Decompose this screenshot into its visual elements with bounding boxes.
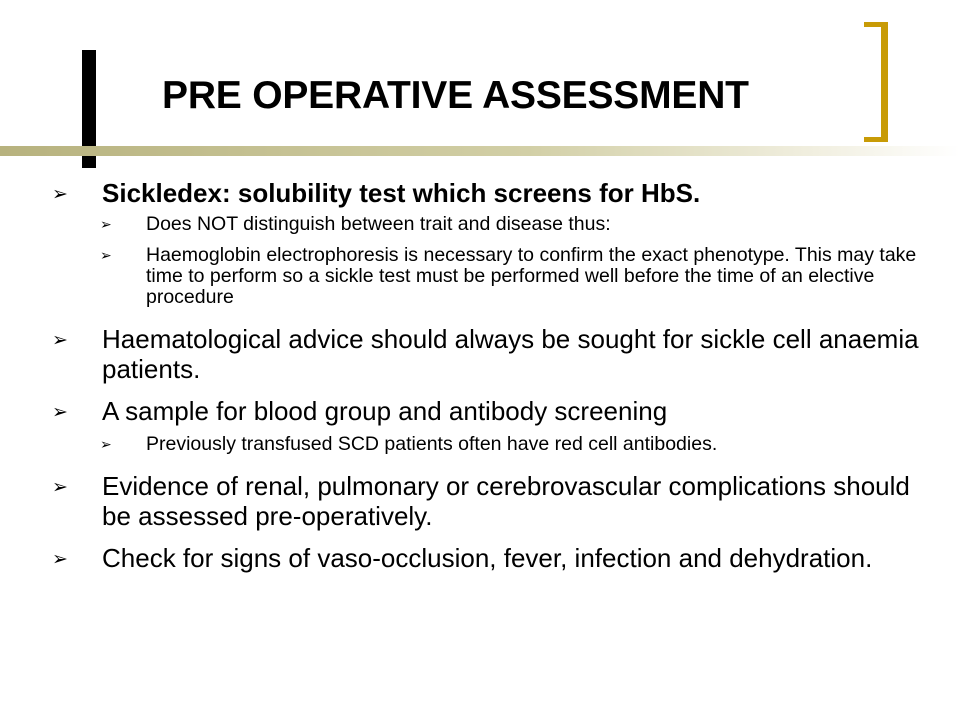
bullet-point (50, 396, 930, 426)
sub-bullet-point (50, 214, 930, 235)
bullet-point (50, 178, 930, 208)
arrow-bullet-icon: ➢ (52, 477, 68, 498)
arrow-bullet-icon: ➢ (52, 402, 68, 423)
slide-title: PRE OPERATIVE ASSESSMENT (162, 74, 749, 117)
bullet-point (50, 543, 930, 573)
arrow-bullet-icon: ➢ (100, 247, 112, 263)
bullet-text: Sickledex: solubility test which screens for HbS. (102, 178, 701, 208)
arrow-bullet-icon: ➢ (52, 330, 68, 351)
bullet-text: Check for signs of vaso-occlusion, fever, infection and dehydration. (102, 543, 873, 573)
bullet-text: Haematological advice should always be sought for sickle cell anaemia patients. (102, 324, 919, 384)
sub-bullet-point (50, 434, 930, 455)
sub-bullet-text: Does NOT distinguish between trait and disease thus: (146, 213, 611, 235)
title-underline-bar (0, 146, 960, 156)
sub-bullet-point (50, 245, 930, 308)
arrow-bullet-icon: ➢ (52, 549, 68, 570)
arrow-bullet-icon: ➢ (52, 184, 68, 205)
bullet-text: A sample for blood group and antibody screening (102, 396, 668, 426)
slide-content (50, 178, 930, 573)
sub-bullet-text: Haemoglobin electrophoresis is necessary to confirm the exact phenotype. This may take time to perform so a sickle test must be performed well before the time of an elective procedure (146, 244, 917, 308)
bullet-point (50, 324, 930, 384)
bullet-point (50, 471, 930, 531)
arrow-bullet-icon: ➢ (100, 216, 112, 232)
right-bracket-decoration (864, 22, 888, 142)
bullet-text: Evidence of renal, pulmonary or cerebrovascular complications should be assessed pre-operatively. (102, 471, 910, 531)
sub-bullet-text: Previously transfused SCD patients often have red cell antibodies. (146, 433, 718, 455)
arrow-bullet-icon: ➢ (100, 436, 112, 452)
